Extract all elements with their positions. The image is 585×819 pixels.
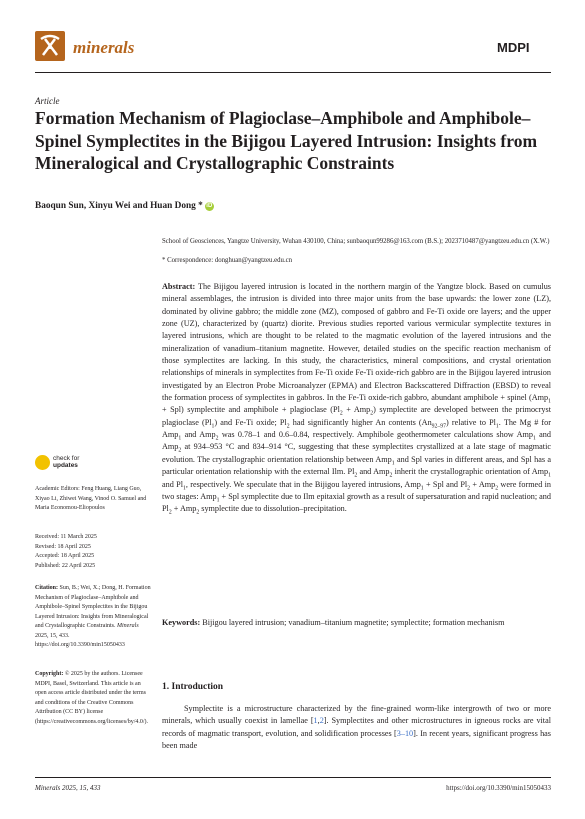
keywords xyxy=(162,617,551,629)
dates xyxy=(35,533,153,571)
date-published: Published: 22 April 2025 xyxy=(35,562,96,569)
editors-label: Academic Editors: xyxy=(35,486,80,492)
author-list xyxy=(35,201,214,211)
footer-citation: Minerals 2025, 15, 433 xyxy=(35,784,101,792)
pickaxe-icon xyxy=(35,31,65,61)
citation-doi[interactable]: 2025, 15, 433. https://doi.org/10.3390/min15050433 xyxy=(35,632,125,648)
check-updates-line1: check for xyxy=(53,455,80,462)
ref-link[interactable]: 2 xyxy=(319,716,324,726)
date-received: Received: 11 March 2025 xyxy=(35,534,97,540)
copyright xyxy=(35,670,153,727)
check-updates-icon xyxy=(35,455,50,470)
copyright-text: © 2025 by the authors. Licensee MDPI, Basel, Switzerland. This article is an open access article distributed under the terms and conditions of the Creative Commons Attribution (CC BY) license (https://creativecommons.org/licenses/by/4.0/). xyxy=(35,671,149,725)
publisher-logo[interactable]: MDPI xyxy=(497,40,530,55)
copyright-label: Copyright: xyxy=(35,671,64,677)
header-divider xyxy=(35,72,551,73)
footer-doi-link[interactable]: https://doi.org/10.3390/min15050433 xyxy=(446,784,551,792)
academic-editors xyxy=(35,485,153,514)
affiliation: School of Geosciences, Yangtze University, Wuhan 430100, China; sunbaoqun99286@163.com (B.S.); 2023710487@yangtzeu.edu.cn (X.W.) xyxy=(162,238,550,245)
paper-title: Formation Mechanism of Plagioclase–Amphibole and Amphibole–Spinel Symplectites in the Bijigou Layered Intrusion: Insights from Mineralogical and Crystallographic Constraints xyxy=(35,108,538,173)
citation-journal: Minerals xyxy=(117,623,139,629)
check-updates-line2: updates xyxy=(53,462,78,469)
ref-link[interactable]: 3–10 xyxy=(396,728,414,738)
citation-label: Citation: xyxy=(35,585,58,591)
correspondence: * Correspondence: donghuan@yangtzeu.edu.cn xyxy=(162,257,293,264)
ref-link[interactable]: 1 xyxy=(313,716,318,726)
keywords-label: Keywords: xyxy=(162,618,201,627)
date-accepted: Accepted: 18 April 2025 xyxy=(35,553,95,559)
orcid-icon[interactable]: iD xyxy=(206,203,213,209)
introduction-paragraph: Symplectite is a microstructure characterized by the fine-grained worm-like intergrowth of two or more minerals, which usually coexist in lamellae [1,2]. Symplectites and other microstructures in igneous rocks are vital records of magmatic transport, evolution, and solidification processes [3–10]. In recent years, significant progress has been made xyxy=(162,704,551,751)
abstract-label: Abstract: xyxy=(162,282,196,291)
citation-text: Sun, B.; Wei, X.; Dong, H. Formation Mechanism of Plagioclase–Amphibole and Amphibole–Spinel Symplectites in the Bijigou Layered Intrusion: Insights from Mineralogical and Crystallographic Constraints. xyxy=(35,585,151,629)
date-revised: Revised: 18 April 2025 xyxy=(35,543,91,550)
author-names: Baoqun Sun, Xinyu Wei and Huan Dong * xyxy=(35,201,203,211)
citation xyxy=(35,584,153,651)
journal-logo xyxy=(35,31,65,61)
editors-names: Feng Huang, Liang Guo, Xiyao Li, Zhiwei Wang, Vinod O. Samuel and Maria Economou-Eliopoulos xyxy=(35,486,147,511)
abstract: Abstract: The Bijigou layered intrusion is located in the northern margin of the Yangtze block. Based on cumulus mineral assemblages, the intrusion is divided into three major units from the base upwards: the lower zone (LZ), dominated by olivine gabbro; the middle zone (MZ), composed of gabbro and Fe-Ti oxide ore layers; and the upper zone (UZ), characterized by (quartz) diorite. Previous studies reported various vermicular symplectite textures in layered intrusions, which are thought to be related to the magmatic evolution of the layered intrusions and the mineralization of vanadium–titanium magnetite. However, detailed studies on the specific reaction mechanism of those symplectites are lacking. In this study, the characteristics, mineral compositions, and crystal orientation relationships of minerals in symplectites from Fe-Ti oxide Fe-Ti oxide-rich gabbro are in the Bijigou layered intrusion investigated by an Electron Probe Microanalyzer (EPMA) and Electron Backscattered Diffraction (EBSD) to reveal the formation process of symplectites in gabbros. In the Fe-Ti oxide-rich gabbro, abundant amphibole + spinel (Amp$_1$ + Spl) symplectite and amphibole + plagioclase $(Pl_2 + Amp_2)$ symplectite are developed between the primocryst plagioclase $(Pl_1)$ and Fe-Ti oxide; $Pl_2$ had significantly higher An contents $(An_{92-97})$ relative to $Pl_1$. The Mg # for Amp$_1$ and Amp$_2$ was 0.78–1 and 0.6–0.84, respectively. Amphibole geothermometer calculations show Amp$_1$ and Amp$_2$ at 934–953 °C and 834–914 °C, suggesting that these symplectites crystallized at a late stage of magmatic evolution. The crystallographic orientation relationship between Amp$_1$ and Spl varies in different areas, and Spl has a particular orientation relationship with the external Ilm. $Pl_2$ and Amp$_2$ inherit the crystallographic orientation of Amp$_1$ and $Pl_1$, respectively. We speculate that in the Bijigou layered intrusions, Amp$_1$ + Spl and $Pl_2 + Amp_2$ were formed in two stages: Amp$_1$ + Spl symplectite due to Ilm epitaxial growth as a result of supersaturation and rapid nucleation; and $Pl_2 + Amp_2$ symplectite due to dissolution–precipitation. xyxy=(162,282,552,516)
footer-divider xyxy=(35,777,551,778)
journal-name[interactable]: minerals xyxy=(73,38,135,57)
keywords-text: Bijigou layered intrusion; vanadium–titanium magnetite; symplectite; formation mechanism xyxy=(202,618,505,627)
section-heading-introduction: 1. Introduction xyxy=(162,682,224,692)
article-type: Article xyxy=(35,96,60,106)
